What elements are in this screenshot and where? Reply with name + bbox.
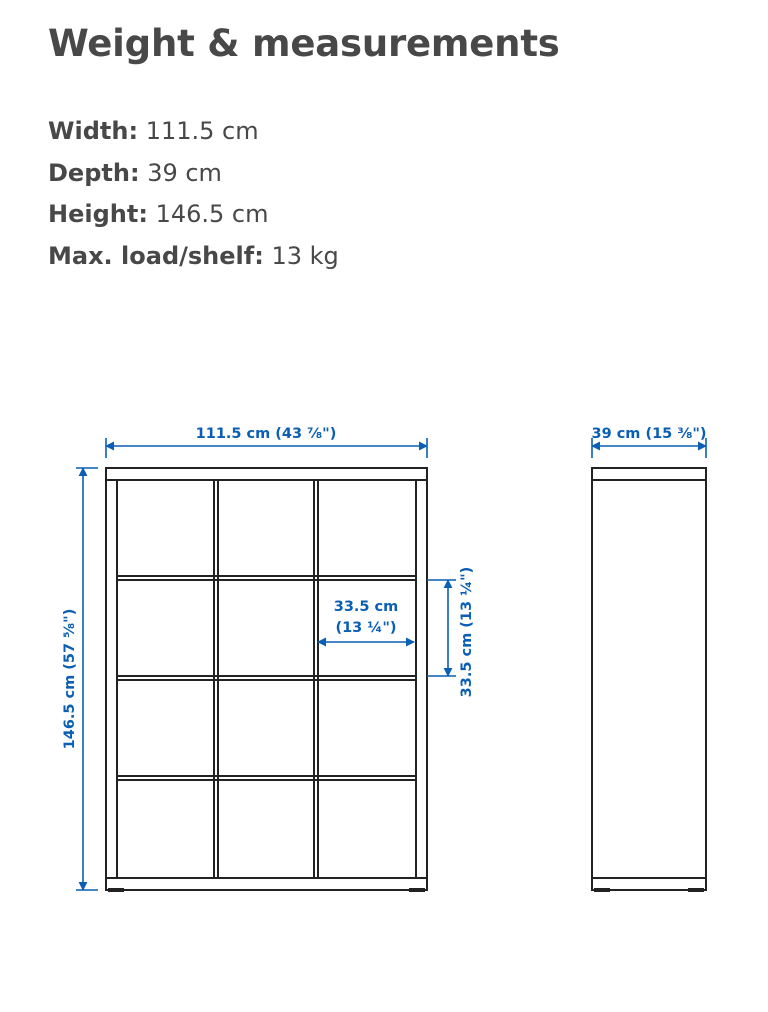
spec-height-label: Height: [48, 200, 148, 228]
side-depth-label: 39 cm (15 ⅜") [591, 426, 707, 442]
spec-depth-label: Depth: [48, 158, 140, 187]
spec-depth-value: 39 cm [147, 158, 222, 187]
compartment-height-label: 33.5 cm (13 ¼") [459, 566, 475, 698]
spec-height-value: 146.5 cm [155, 200, 269, 228]
compartment-width-label-line1: 33.5 cm [333, 599, 399, 615]
side-view-shelf [592, 468, 706, 890]
spec-width-value: 111.5 cm [145, 117, 259, 145]
height-label: 146.5 cm (57 ⅝") [62, 608, 78, 750]
front-view-shelf [106, 468, 427, 890]
front-width-label: 111.5 cm (43 ⅞") [195, 426, 337, 442]
compartment-width-label-line2: (13 ¼") [335, 620, 397, 636]
spec-max-load-label: Max. load/shelf: [48, 241, 264, 270]
page-title: Weight & measurements [48, 22, 560, 65]
spec-max-load-value: 13 kg [271, 241, 339, 270]
spec-width-label: Width: [48, 117, 139, 145]
